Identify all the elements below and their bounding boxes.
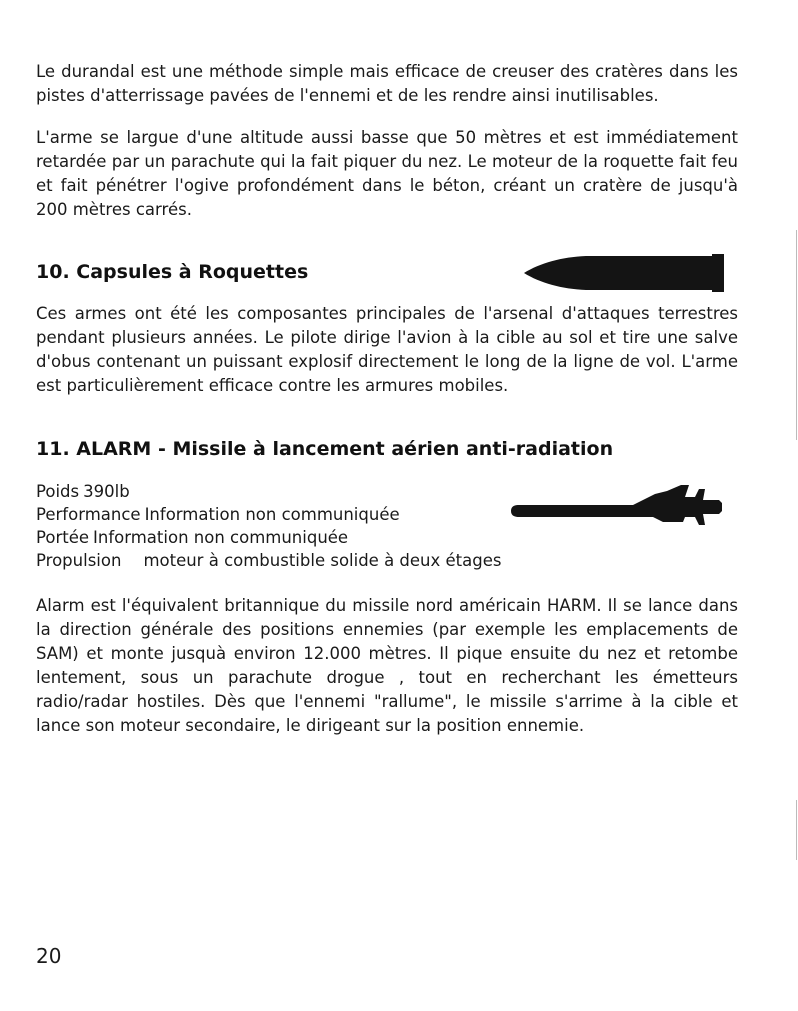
spec-label: Portée bbox=[36, 528, 90, 547]
spec-value: moteur à combustible solide à deux étages bbox=[143, 551, 502, 570]
alarm-paragraph: Alarm est l'équivalent britannique du missile nord américain HARM. Il se lance dans la direction générale des positions ennemies (par exemple les emplacements de SAM) et monte jusquà environ 12.000 mètres. Il pique ensuite du nez et retombe lentement, sous un parachute drogue , tout en recherchant les émetteurs radio/radar hostiles. Dès que l'ennemi "rallume", le missile s'arrime à la cible et lance son moteur secondaire, le dirigeant sur la position ennemie. bbox=[36, 596, 738, 735]
spec-row-performance bbox=[36, 503, 501, 526]
scan-edge-line bbox=[796, 230, 797, 440]
spec-row-propulsion bbox=[36, 549, 501, 572]
capsules-paragraph: Ces armes ont été les composantes principales de l'arsenal d'attaques terrestres pendant plusieurs années. Le pilote dirige l'avion à la cible au sol et tire une salve d'obus contenant un puissant explosif directement le long de la ligne de vol. L'arme est particulièrement efficace contre les armures mobiles. bbox=[36, 304, 738, 395]
durandal-paragraph-1: Le durandal est une méthode simple mais efficace de creuser des cratères dans les pistes d'atterrissage pavées de l'ennemi et de les rendre ainsi inutilisables. bbox=[36, 62, 738, 105]
scan-edge-line bbox=[796, 800, 797, 860]
alarm-specs bbox=[36, 480, 501, 572]
heading-capsules: 10. Capsules à Roquettes bbox=[36, 261, 309, 283]
page-number: 20 bbox=[36, 944, 62, 968]
spec-value: Information non communiquée bbox=[93, 528, 349, 547]
spec-label: Propulsion bbox=[36, 551, 122, 570]
spec-value: 390lb bbox=[83, 482, 130, 501]
alarm-missile-icon bbox=[505, 481, 727, 531]
spec-row-range bbox=[36, 526, 501, 549]
spec-row-weight bbox=[36, 480, 501, 503]
durandal-paragraph-2: L'arme se largue d'une altitude aussi basse que 50 mètres et est immédiatement retardée par un parachute qui la fait piquer du nez. Le moteur de la roquette fait feu et fait pénétrer l'ogive profondément dans le béton, créant un cratère de jusqu'à 200 mètres carrés. bbox=[36, 128, 738, 219]
spec-value: Information non communiquée bbox=[144, 505, 400, 524]
heading-alarm: 11. ALARM - Missile à lancement aérien anti-radiation bbox=[36, 438, 614, 460]
rocket-pod-icon bbox=[520, 253, 726, 293]
spec-label: Poids bbox=[36, 482, 80, 501]
spec-label: Performance bbox=[36, 505, 141, 524]
